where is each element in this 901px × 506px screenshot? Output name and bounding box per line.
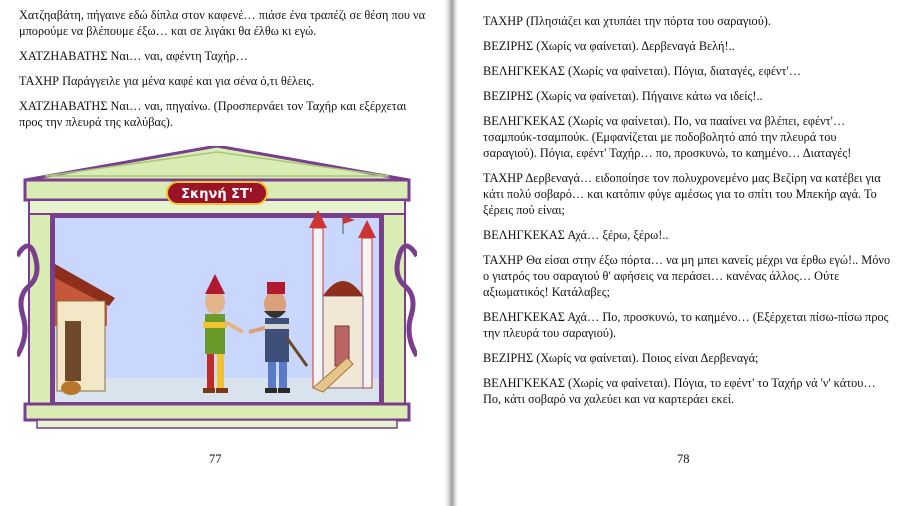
left-page [0, 0, 444, 506]
left-page-text [19, 7, 431, 139]
scene-title: Σκηνή ΣΤ' [181, 187, 253, 202]
book-spine-gutter [444, 0, 458, 506]
paragraph: ΤΑΧΗΡ (Πλησιάζει και χτυπάει την πόρτα του σαραγιού). [483, 14, 771, 28]
paragraph: ΒΕΛΗΓΚΕΚΑΣ Αχά… ξέρω, ξέρω!.. [483, 228, 669, 242]
right-page-text [483, 13, 891, 416]
paragraph: ΒΕΖΙΡΗΣ (Χωρίς να φαίνεται). Ποιος είναι Δερβεναγά; [483, 351, 759, 365]
page-number: 78 [677, 452, 690, 466]
paragraph: Χατζηαβάτη, πήγαινε εδώ δίπλα στον καφενέ… πιάσε ένα τραπέζι σε θέση που να μπορούμε να βλέπουμε έξω… και σε λιγάκι θα έλθω κι εγώ. [19, 8, 426, 38]
paragraph: ΒΕΖΙΡΗΣ (Χωρίς να φαίνεται). Δερβεναγά Βελή!.. [483, 39, 735, 53]
shadow-theatre-illustration [17, 146, 417, 432]
paragraph: ΧΑΤΖΗΑΒΑΤΗΣ Ναι… ναι, αφέντη Ταχήρ… [19, 49, 248, 63]
paragraph: ΤΑΧΗΡ Δερβεναγά… ειδοποίησε τον πολυχρονεμένο μας Βεζίρη να κατέβει για κάτι πολύ σοβαρό… και κατόπιν φύγε αμέσως για το σπίτι του Μπεκήρ αγά. Το ξέρεις πού είναι; [483, 171, 881, 217]
paragraph: ΒΕΖΙΡΗΣ (Χωρίς να φαίνεται). Πήγαινε κάτω να ιδείς!.. [483, 89, 763, 103]
right-page [458, 0, 901, 506]
paragraph: ΒΕΛΗΓΚΕΚΑΣ Αχά… Πο, προσκυνώ, το καημένο… (Εξέρχεται πίσω-πίσω προς την πλευρά του σαραγιού). [483, 310, 889, 340]
paragraph: ΒΕΛΗΓΚΕΚΑΣ (Χωρίς να φαίνεται). Πόγια, το εφέντ' το Ταχήρ νά 'ν' κάτου… Πο, κάτι σοβαρό να χαλεύει και να καρτεράει εκεί. [483, 376, 876, 406]
paragraph: ΧΑΤΖΗΑΒΑΤΗΣ Ναι… ναι, πηγαίνω. (Προσπερνάει τον Ταχήρ και εξέρχεται προς την πλευρά της καλύβας). [19, 99, 407, 129]
paragraph: ΤΑΧΗΡ Θα είσαι στην έξω πόρτα… να μη μπει κανείς μέχρι να έρθω εγώ!.. Μόνο ο γιατρός του σαραγιού θ' αφήσεις να περάσει… κανένας άλλος… Ούτε αξιωματικός! Κατάλαβες; [483, 253, 891, 299]
paragraph: ΤΑΧΗΡ Παράγγειλε για μένα καφέ και για σένα ό,τι θέλεις. [19, 74, 315, 88]
paragraph: ΒΕΛΗΓΚΕΚΑΣ (Χωρίς να φαίνεται). Πο, να πααίνει να βλέπει, εφέντ'… τσαμπούκ-τσαμπούκ. (Εμφανίζεται με ποδοβολητό από την πλευρά του σαραγιού). Πόγια, εφέντ' Ταχήρ… πο, προσκυνώ, το καημένο… Διαταγές! [483, 114, 852, 160]
paragraph: ΒΕΛΗΓΚΕΚΑΣ (Χωρίς να φαίνεται). Πόγια, διαταγές, εφέντ'… [483, 64, 801, 78]
page-number: 77 [209, 452, 222, 466]
